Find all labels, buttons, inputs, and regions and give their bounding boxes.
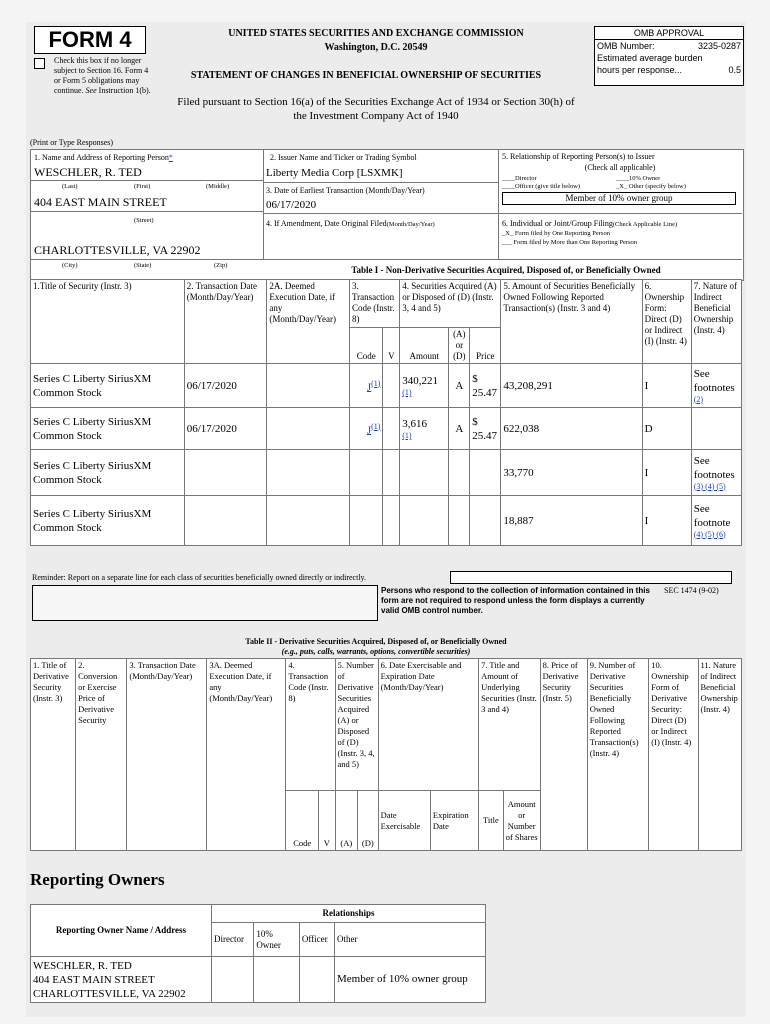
- omb-title: OMB APPROVAL: [595, 27, 743, 40]
- filed-line-1: Filed pursuant to Section 16(a) of the Securities Exchange Act of 1934 or Section 30(h) of: [177, 96, 575, 108]
- row-amount: 3,616: [402, 418, 427, 430]
- omb-hours-label: hours per response...: [597, 65, 683, 75]
- cell-owned: [501, 408, 642, 450]
- owners-hdr-director: Director: [211, 923, 253, 957]
- t2-hdr-form: 10. Ownership Form of Derivative Security: Direct (D) or Indirect (I) (Instr. 4): [649, 659, 698, 851]
- cell-title: [31, 450, 185, 496]
- owners-hdr-name: Reporting Owner Name / Address: [31, 905, 212, 957]
- t1-hdr-deemed: 2A. Deemed Execution Date, if any (Month/Day/Year): [267, 280, 350, 364]
- box6-label: [502, 219, 677, 229]
- cell-v: [383, 408, 400, 450]
- reporting-person-name: WESCHLER, R. TED: [34, 165, 142, 179]
- box6-sub: (Check Applicable Line): [612, 221, 678, 228]
- t2-hdr-exp: Expiration Date: [430, 791, 478, 851]
- reminder-blank-area: [32, 585, 378, 621]
- t1-hdr-v: V: [383, 328, 400, 364]
- table-row: [31, 450, 742, 496]
- box5-other-text: Other (specify below): [628, 183, 686, 190]
- checkbox-text-main: Check this box if no longer subject to Section 16. Form 4 or Form 5 obligations may continue.: [54, 56, 149, 95]
- box4-label: [266, 219, 435, 229]
- box5-officer: ____Officer (give title below): [502, 183, 581, 190]
- label-zip: (Zip): [214, 262, 228, 269]
- row-form: D: [644, 422, 653, 435]
- row-nature: See footnotes: [693, 367, 735, 394]
- cell-amount: [400, 364, 449, 408]
- t2-hdr-exercisable: 6. Date Exercisable and Expiration Date (Month/Day/Year): [378, 659, 478, 791]
- row-date: 06/17/2020: [186, 379, 237, 392]
- cell-price: [470, 450, 501, 496]
- form-page: [26, 22, 746, 1017]
- row-nature: See footnote: [693, 502, 731, 529]
- label-city: (City): [62, 262, 78, 269]
- cell-aord: [449, 408, 470, 450]
- row-date: 06/17/2020: [186, 422, 237, 435]
- row-form: I: [644, 514, 649, 527]
- owner-address: [31, 957, 212, 1003]
- box1-divider-3: [30, 259, 263, 260]
- cell-amount: [400, 450, 449, 496]
- row-nature-footnote[interactable]: (3) (4) (5): [693, 481, 726, 491]
- row-aord: A: [455, 422, 464, 435]
- cell-price: [470, 364, 501, 408]
- box5-label: 5. Relationship of Reporting Person(s) to Issuer: [502, 152, 655, 161]
- box2-label: 2. Issuer Name and Ticker or Trading Symbol: [270, 153, 417, 162]
- t2-hdr-amount: Amount or Number of Shares: [503, 791, 540, 851]
- t1-hdr-form: 6. Ownership Form: Direct (D) or Indirect (I) (Instr. 4): [642, 280, 691, 364]
- row-aord: A: [455, 379, 464, 392]
- row-amount: 340,221: [402, 375, 438, 387]
- print-type: (Print or Type Responses): [30, 138, 114, 147]
- reminder-text: Reminder: Report on a separate line for each class of securities beneficially owned directly or indirectly.: [32, 573, 367, 582]
- row-nature: See footnotes: [693, 454, 735, 481]
- table2-title: Table II - Derivative Securities Acquired, Disposed of, or Beneficially Owned: [245, 637, 507, 646]
- t2-hdr-number: 5. Number of Derivative Securities Acquired (A) or Disposed of (D) (Instr. 3, 4, and 5): [335, 659, 378, 791]
- cell-date: [184, 408, 267, 450]
- row-price: $ 25.47: [472, 372, 498, 399]
- owner-city: CHARLOTTESVILLE, VA 22902: [33, 987, 186, 1000]
- cell-v: [383, 450, 400, 496]
- row-form: I: [644, 379, 649, 392]
- omb-hours-row: [595, 64, 743, 76]
- filed-line-2: the Investment Company Act of 1940: [293, 110, 459, 122]
- cell-code: [350, 408, 383, 450]
- row-form: I: [644, 466, 649, 479]
- box5-ten-text: 10% Owner: [629, 175, 661, 182]
- owners-hdr-ten: 10% Owner: [254, 923, 300, 957]
- row-nature-footnote[interactable]: (2): [693, 394, 704, 404]
- table-row: [31, 408, 742, 450]
- row-title: Series C Liberty SiriusXM Common Stock: [33, 372, 152, 399]
- owner-officer-cell: [299, 957, 334, 1003]
- cell-code: [350, 364, 383, 408]
- box6-label-text: 6. Individual or Joint/Group Filing: [502, 219, 613, 228]
- t2-hdr-conversion: 2. Conversion or Exercise Price of Derivative Security: [76, 659, 127, 851]
- box4-label-text: 4. If Amendment, Date Original Filed: [266, 219, 387, 228]
- box-divider-v2: [498, 149, 499, 259]
- cell-owned: [501, 364, 642, 408]
- t1-hdr-acquired: 4. Securities Acquired (A) or Disposed of (D) (Instr. 3, 4 and 5): [400, 280, 501, 328]
- label-first: (First): [134, 183, 151, 190]
- cell-nature: [691, 496, 741, 546]
- t2-hdr-date-ex: Date Exercisable: [378, 791, 430, 851]
- t2-hdr-code: 4. Transaction Code (Instr. 8): [286, 659, 335, 791]
- cell-date: [184, 364, 267, 408]
- row-owned: 33,770: [503, 466, 534, 479]
- cell-title: [31, 408, 185, 450]
- box5-x-mark: _X_: [616, 183, 628, 190]
- row-title: Series C Liberty SiriusXM Common Stock: [33, 415, 152, 442]
- cell-nature: [691, 450, 741, 496]
- cell-aord: [449, 496, 470, 546]
- box6-more-persons: ___ Form filed by More than One Reporting Person: [502, 239, 638, 246]
- owners-hdr-relationships: Relationships: [211, 905, 485, 923]
- row-title: Series C Liberty SiriusXM Common Stock: [33, 507, 152, 534]
- sec-number: SEC 1474 (9-02): [664, 586, 719, 595]
- box1-star[interactable]: *: [168, 153, 173, 162]
- t2-hdr-underlying: 7. Title and Amount of Underlying Securities (Instr. 3 and 4): [479, 659, 541, 791]
- label-state: (State): [134, 262, 152, 269]
- cell-nature: [691, 364, 741, 408]
- earliest-transaction-date: 06/17/2020: [266, 199, 317, 211]
- checkbox-instr: Instruction 1(b).: [98, 86, 151, 95]
- row-owned: 622,038: [503, 422, 540, 435]
- reporting-street: 404 EAST MAIN STREET: [34, 195, 167, 209]
- t2-hdr-code-sub: Code: [286, 791, 319, 851]
- agency-city: Washington, D.C. 20549: [324, 42, 428, 53]
- statement-title: STATEMENT OF CHANGES IN BENEFICIAL OWNERSHIP OF SECURITIES: [190, 70, 542, 81]
- owners-hdr-other: Other: [335, 923, 486, 957]
- t2-hdr-price: 8. Price of Derivative Security (Instr. 5): [540, 659, 587, 851]
- cell-amount: [400, 496, 449, 546]
- cell-title: [31, 364, 185, 408]
- box1-label: [34, 153, 173, 163]
- cell-date: [184, 496, 267, 546]
- label-last: (Last): [62, 183, 78, 190]
- row-amount-footnote[interactable]: (1): [402, 388, 412, 397]
- t1-hdr-date: 2. Transaction Date (Month/Day/Year): [184, 280, 267, 364]
- omb-burden: Estimated average burden: [597, 53, 703, 63]
- form-title: FORM 4: [34, 26, 146, 54]
- cell-price: [470, 408, 501, 450]
- owners-hdr-officer: Officer: [299, 923, 334, 957]
- box-divider-v1: [263, 149, 264, 259]
- t2-hdr-date: 3. Transaction Date (Month/Day/Year): [127, 659, 207, 851]
- no-longer-subject-checkbox[interactable]: [34, 58, 45, 69]
- t2-hdr-deemed: 3A. Deemed Execution Date, if any (Month/Day/Year): [207, 659, 286, 851]
- t1-hdr-nature: 7. Nature of Indirect Beneficial Ownership (Instr. 4): [691, 280, 741, 364]
- cell-code: [350, 496, 383, 546]
- t2-hdr-a: (A): [335, 791, 358, 851]
- cell-title: [31, 496, 185, 546]
- reporting-city: CHARLOTTESVILLE, VA 22902: [34, 243, 201, 257]
- box5-officer-text: Officer (give title below): [515, 183, 581, 190]
- reporting-owners-table: [30, 904, 486, 1003]
- table1-title-divider: [263, 259, 742, 260]
- omb-hours-value: 0.5: [728, 65, 741, 75]
- table-row: [31, 496, 742, 546]
- box5-sub: (Check all applicable): [584, 163, 656, 172]
- box5-other: [616, 183, 686, 191]
- cell-aord: [449, 364, 470, 408]
- owner-other-cell: Member of 10% owner group: [335, 957, 486, 1003]
- reminder-blank-field: [450, 571, 732, 584]
- t2-hdr-v: V: [319, 791, 335, 851]
- row-owned: 43,208,291: [503, 379, 553, 392]
- table1-title: Table I - Non-Derivative Securities Acquired, Disposed of, or Beneficially Owned: [351, 265, 661, 275]
- row-amount-footnote[interactable]: (1): [402, 431, 412, 440]
- agency-name: UNITED STATES SECURITIES AND EXCHANGE COMMISSION: [228, 28, 524, 39]
- cell-v: [383, 364, 400, 408]
- t2-hdr-owned: 9. Number of Derivative Securities Beneficially Owned Following Reported Transaction(s) (Instr. 4): [587, 659, 649, 851]
- box3-divider: [263, 213, 498, 214]
- row-code[interactable]: J: [366, 424, 372, 437]
- row-title: Series C Liberty SiriusXM Common Stock: [33, 459, 152, 486]
- cell-deemed: [267, 364, 350, 408]
- row-nature-footnote[interactable]: (4) (5) (6): [693, 529, 726, 539]
- omb-approval-box: [594, 26, 744, 86]
- omb-number-label: OMB Number:: [597, 41, 655, 51]
- box5-other-value: Member of 10% owner group: [502, 192, 736, 205]
- t1-hdr-code-sub: Code: [350, 328, 383, 364]
- cell-nature: [691, 408, 741, 450]
- cell-owned: [501, 450, 642, 496]
- t2-hdr-nature: 11. Nature of Indirect Beneficial Ownership (Instr. 4): [698, 659, 742, 851]
- box5-director-text: Director: [515, 175, 537, 182]
- row-owned: 18,887: [503, 514, 534, 527]
- cell-aord: [449, 450, 470, 496]
- owner-ten-cell: [254, 957, 300, 1003]
- cell-form: [642, 408, 691, 450]
- cell-deemed: [267, 450, 350, 496]
- box2-divider: [263, 182, 498, 183]
- checkbox-text: [54, 56, 154, 96]
- owner-name: WESCHLER, R. TED: [33, 959, 132, 972]
- t1-hdr-price: Price: [470, 328, 501, 364]
- label-street: (Street): [134, 217, 154, 224]
- t1-hdr-code: 3. Transaction Code (Instr. 8): [350, 280, 400, 328]
- box5-director: ____Director: [502, 175, 537, 182]
- table-derivative: [30, 658, 742, 851]
- owner-street: 404 EAST MAIN STREET: [33, 973, 155, 986]
- t1-hdr-title: 1.Title of Security (Instr. 3): [31, 280, 185, 364]
- t1-hdr-aord: (A) or (D): [449, 328, 470, 364]
- box1-label-text: 1. Name and Address of Reporting Person: [34, 153, 169, 162]
- t2-hdr-title: 1. Title of Derivative Security (Instr. 3): [31, 659, 76, 851]
- row-code-footnote[interactable]: (1): [371, 378, 381, 388]
- table2-subtitle: (e.g., puts, calls, warrants, options, convertible securities): [281, 647, 471, 656]
- t1-hdr-amount: Amount: [400, 328, 449, 364]
- table-row: [31, 364, 742, 408]
- cell-form: [642, 496, 691, 546]
- box5-divider: [498, 213, 742, 214]
- cell-owned: [501, 496, 642, 546]
- owner-director-cell: [211, 957, 253, 1003]
- row-code[interactable]: J: [366, 381, 372, 394]
- box3-label: 3. Date of Earliest Transaction (Month/Day/Year): [266, 186, 425, 195]
- omb-number-value: 3235-0287: [697, 41, 741, 51]
- row-price: $ 25.47: [472, 415, 498, 442]
- cell-form: [642, 364, 691, 408]
- row-code-footnote[interactable]: (1): [371, 421, 381, 431]
- cell-date: [184, 450, 267, 496]
- omb-number-row: [595, 40, 743, 52]
- table-non-derivative: [30, 279, 742, 546]
- checkbox-see: See: [85, 86, 97, 95]
- cell-price: [470, 496, 501, 546]
- reporting-owners-heading: Reporting Owners: [30, 870, 165, 889]
- box4-sub: (Month/Day/Year): [386, 221, 435, 228]
- box1-divider-2: [30, 211, 263, 212]
- box1-divider-1: [30, 180, 263, 181]
- box6-one-person: _X_ Form filed by One Reporting Person: [502, 230, 610, 237]
- cell-code: [350, 450, 383, 496]
- t1-hdr-owned: 5. Amount of Securities Beneficially Owned Following Reported Transaction(s) (Instr. 3 and 4): [501, 280, 642, 364]
- issuer-name: Liberty Media Corp [LSXMK]: [266, 167, 403, 179]
- persons-notice: Persons who respond to the collection of information contained in this form are not required to respond unless the form displays a currently valid OMB control number.: [381, 586, 650, 615]
- cell-amount: [400, 408, 449, 450]
- cell-v: [383, 496, 400, 546]
- label-middle: (Middle): [206, 183, 230, 190]
- cell-form: [642, 450, 691, 496]
- cell-deemed: [267, 408, 350, 450]
- t2-hdr-title-sub: Title: [479, 791, 504, 851]
- cell-deemed: [267, 496, 350, 546]
- t2-hdr-d: (D): [358, 791, 379, 851]
- box5-ten-pct: ____10% Owner: [616, 175, 661, 182]
